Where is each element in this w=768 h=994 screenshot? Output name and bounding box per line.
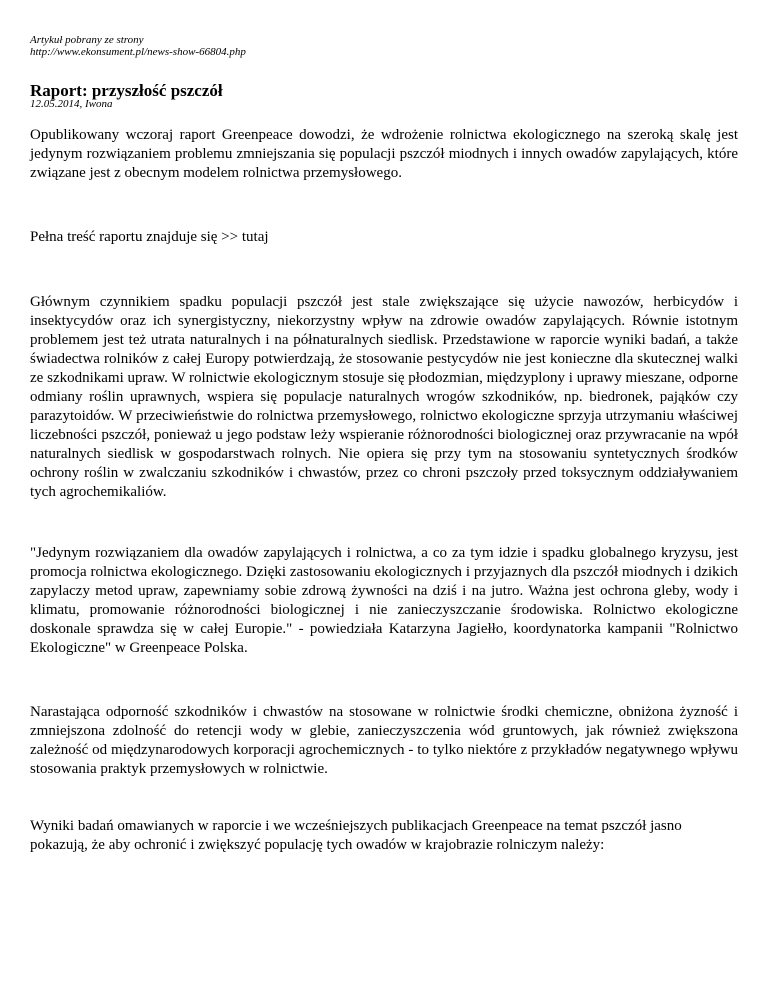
quote-paragraph: "Jedynym rozwiązaniem dla owadów zapylających i rolnictwa, a co za tym idzie i spadku globalnego kryzysu, jest promocja rolnictwa ekologicznego. Dzięki zastosowaniu ekologicznych i przyjaznych dla pszczół miodnych i dzikich zapylaczy metod upraw, zapewniamy sobie zdrową żywności na dziś i na jutro. Ważna jest ochrona gleby, wody i klimatu, promowanie różnorodności biologicznej i nie zanieczyszczanie środowiska. Rolnictwo ekologiczne doskonale sprawdza się w całej Europie." - powiedziała Katarzyna Jagiełło, koordynatorka kampanii "Rolnictwo Ekologiczne" w Greenpeace Polska. [30,545,738,656]
causes-paragraph: Głównym czynnikiem spadku populacji pszczół jest stale zwiększające się użycie nawozów, herbicydów i insektycydów oraz ich synergistyczny, niekorzystny wpływ na zdrowie owadów zapylających. Równie istotnym problemem jest też utrata naturalnych i na półnaturalnych siedlisk. Przedstawione w raporcie wyniki badań, a także świadectwa rolników z całej Europy potwierdzają, że stosowanie pestycydów nie jest konieczne dla skutecznej walki ze szkodnikami upraw. W rolnictwie ekologicznym stosuje się płodozmian, międzyplony i uprawy mieszane, odporne odmiany roślin uprawnych, wspiera się populacje naturalnych wrogów szkodników, np. biedronek, pająków czy parazytoidów. W przeciwieństwie do rolnictwa przemysłowego, rolnictwo ekologiczne sprzyja utrzymaniu właściwej liczebności pszczół, ponieważ u jego podstaw leży wspieranie różnorodności biologicznej oraz przywracanie na wpół naturalnych siedlisk w gospodarstwach rolnych. Nie opiera się przy tym na stosowaniu syntetycznych środków ochrony roślin w zwalczaniu szkodników i chwastów, przez co chroni pszczoły przed toksycznym oddziaływaniem tych agrochemikaliów. [30,294,738,500]
article-title: Raport: przyszłość pszczół [30,81,223,100]
report-link[interactable]: tutaj [241,229,269,245]
article-date-author: 12.05.2014, Iwona [30,98,113,110]
report-link-line [30,228,738,247]
source-label: Artykuł pobrany ze strony [30,34,144,46]
resistance-paragraph: Narastająca odporność szkodników i chwastów na stosowane w rolnictwie środki chemiczne, obniżona żyzność i zmniejszona zdolność do retencji wody w glebie, zanieczyszczenia wód gruntowych, jak również zwiększona zależność od międzynarodowych korporacji agrochemicznych - to tylko niektóre z przykładów negatywnego wpływu stosowania praktyk przemysłowych w rolnictwie. [30,704,738,777]
lead-paragraph: Opublikowany wczoraj raport Greenpeace dowodzi, że wdrożenie rolnictwa ekologicznego na szeroką skalę jest jedynym rozwiązaniem problemu zmniejszania się populacji pszczół miodnych i innych owadów zapylających, które związane jest z obecnym modelem rolnictwa przemysłowego. [30,127,738,181]
source-note [30,34,246,58]
report-link-prefix: Pełna treść raportu znajduje się >> [30,229,242,245]
source-url: http://www.ekonsument.pl/news-show-66804.php [30,46,246,58]
results-paragraph: Wyniki badań omawianych w raporcie i we wcześniejszych publikacjach Greenpeace na temat pszczół jasno pokazują, że aby ochronić i zwiększyć populację tych owadów w krajobrazie rolniczym należy: [30,818,682,853]
